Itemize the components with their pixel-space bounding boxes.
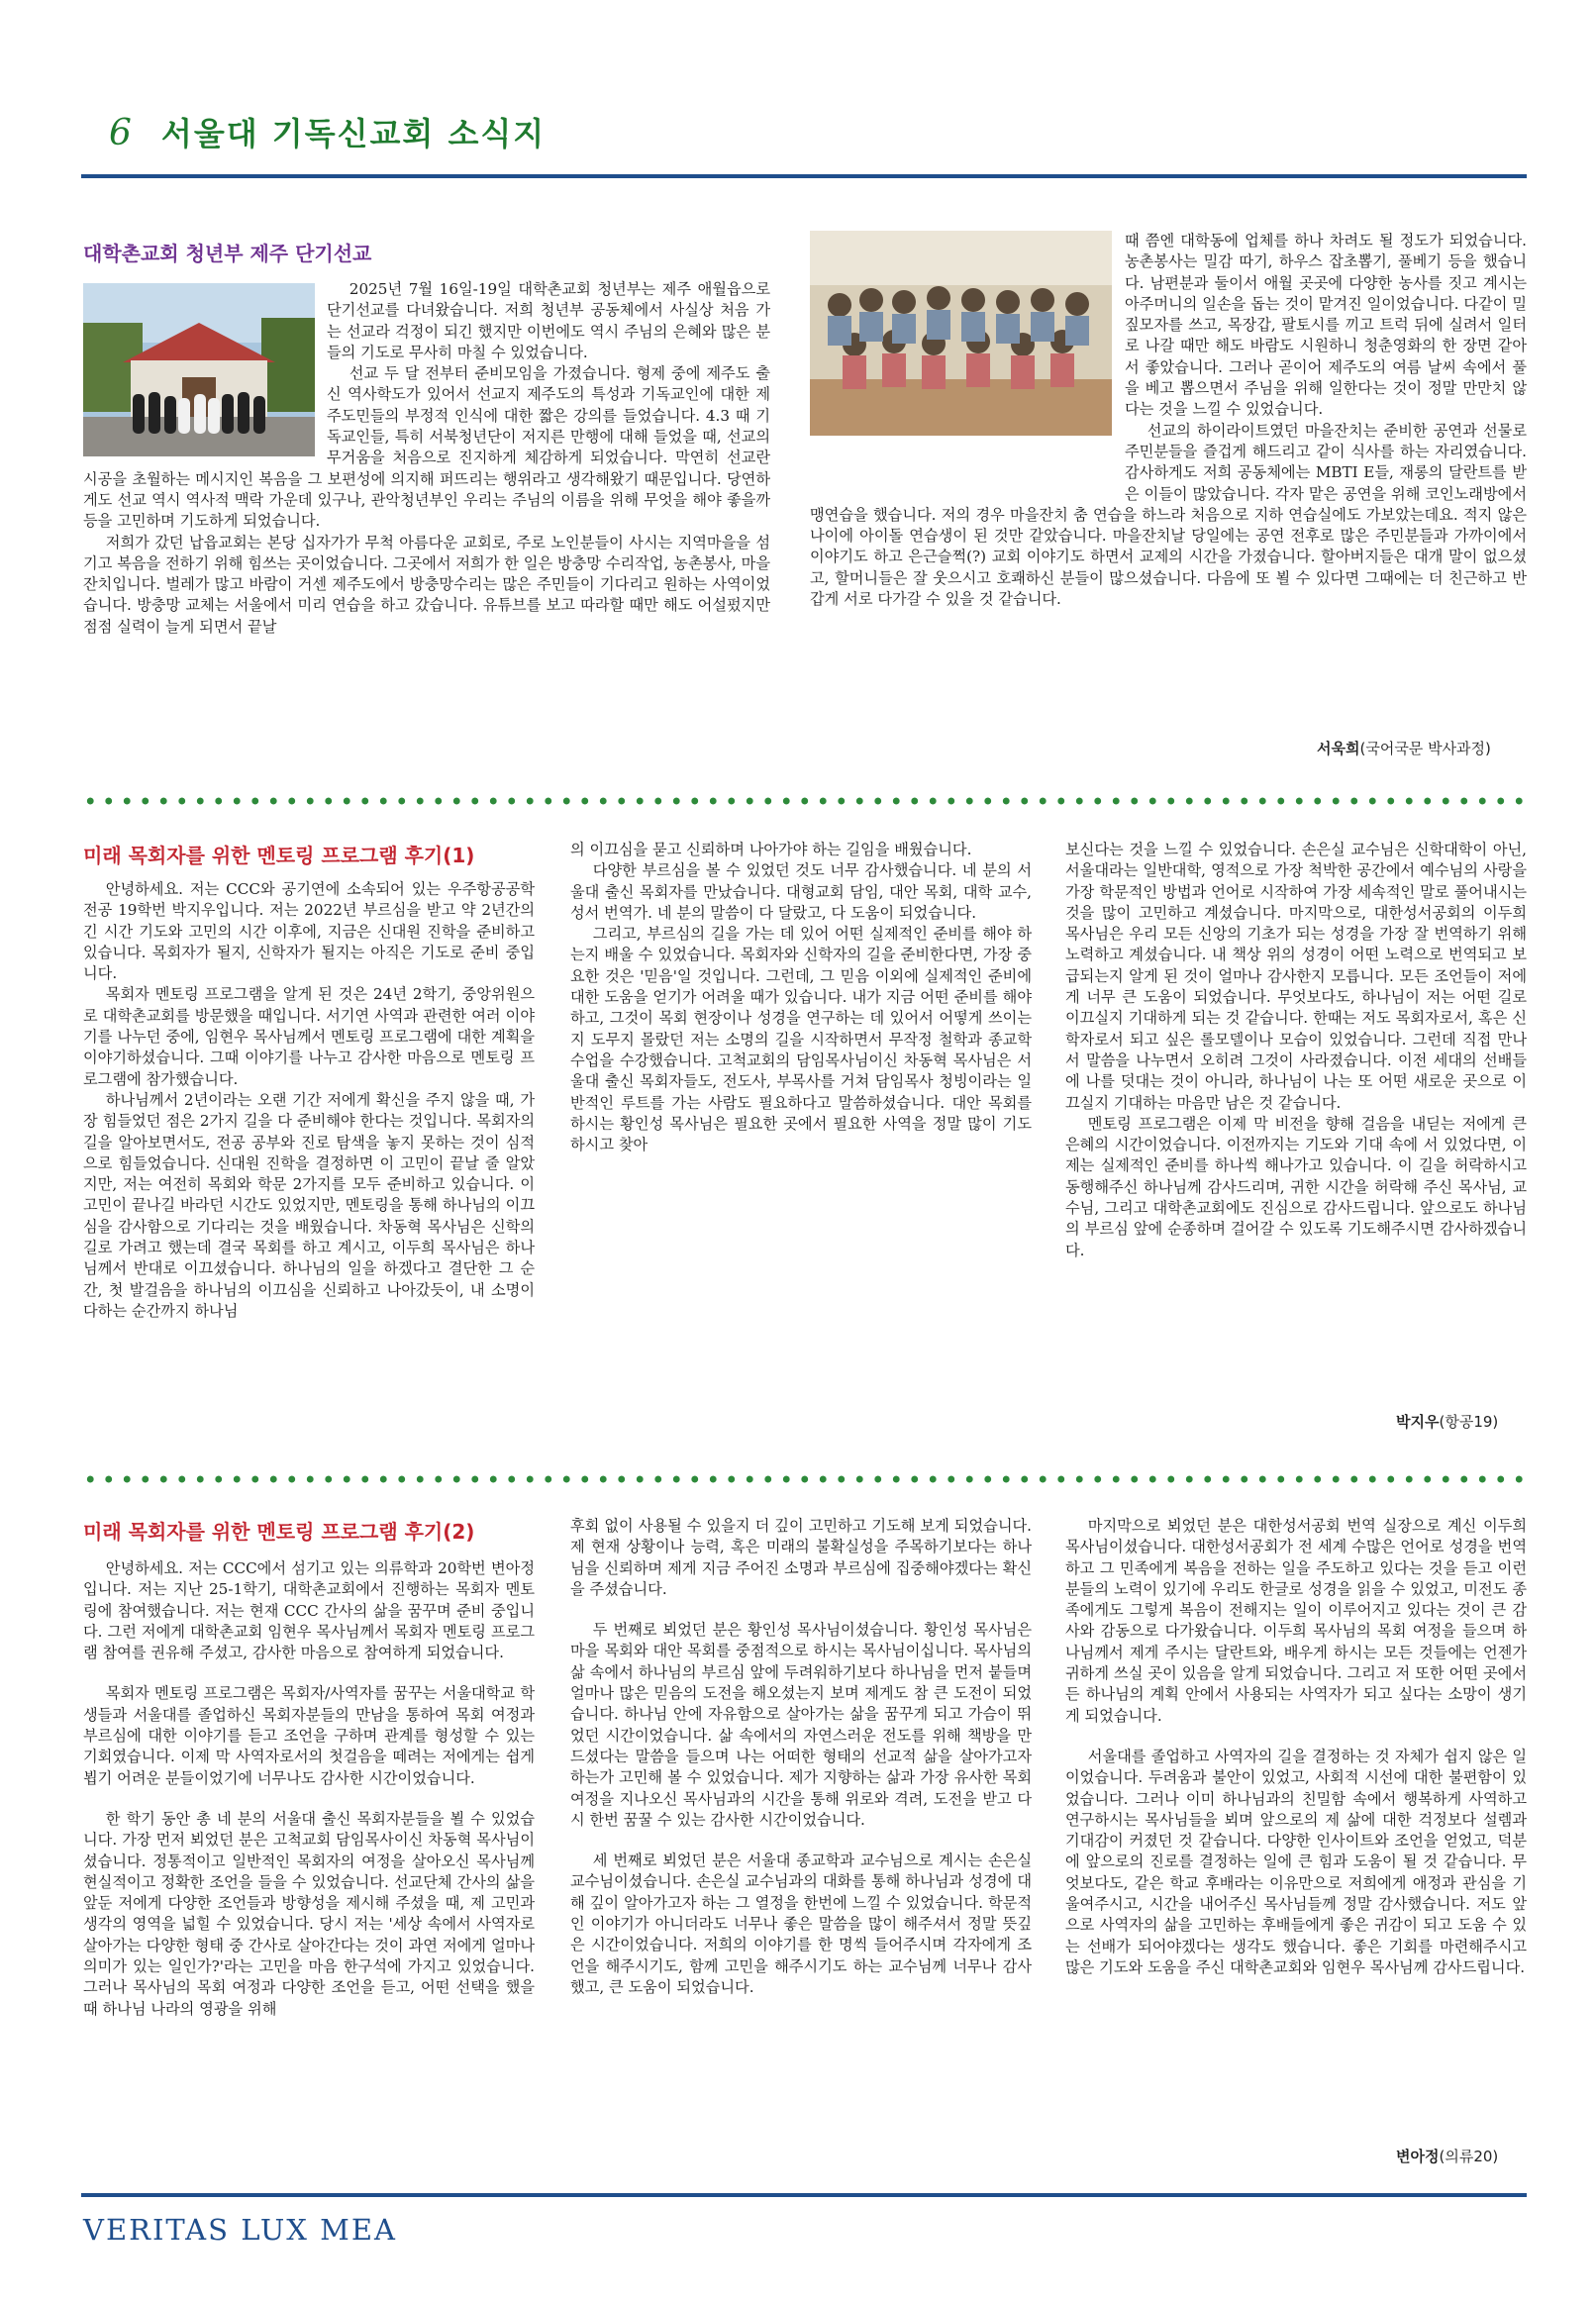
article1-author-affil: (국어국문 박사과정) [1359, 740, 1491, 757]
article3-column-1 [83, 1558, 535, 2020]
article2-paragraph: 멘토링 프로그램은 이제 막 비전을 향해 걸음을 내딛는 저에게 큰 은혜의 시간이었습니다. 이전까지는 기도와 기대 속에 서 있었다면, 이제는 실제적인 준비를 하나씩 해나가고 있습니다. 이 길을 허락하시고 동행해주신 하나님께 감사드리며, 귀한 시간을 허락해 주신 목사님, 교수님, 그리고 대학촌교회에도 진심으로 감사드립니다. 앞으로도 하나님의 부르심 앞에 순종하며 걸어갈 수 있도록 기도해주시면 감사하겠습니다. [1065, 1114, 1527, 1259]
header-rule [81, 174, 1527, 178]
article2-paragraph: 의 이끄심을 묻고 신뢰하며 나아가야 하는 길임을 배웠습니다. [570, 841, 972, 858]
section-divider [81, 797, 1527, 805]
article1-paragraph: 저희가 갔던 납읍교회는 본당 십자가가 무척 아름다운 교회로, 주로 노인분들이 사시는 지역마을을 섬기고 복음을 전하기 위해 힘쓰는 곳이었습니다. 그곳에서 저희가 한 일은 방충망 수리작업, 농촌봉사, 마을잔치입니다. 벌레가 많고 바람이 거센 제주도에서 방충망수리는 많은 주민들이 기다리고 원하는 사역이었습니다. 방충망 교체는 서울에서 미리 연습을 하고 갔습니다. 유튜브를 보고 따라할 때만 해도 어설펐지만 점점 실력이 늘게 되면서 끝날 [83, 533, 770, 636]
section-divider [81, 1475, 1527, 1483]
article2-paragraph: 보신다는 것을 느낄 수 있었습니다. 손은실 교수님은 신학대학이 아닌, 서울대라는 일반대학, 영적으로 가장 척박한 공간에서 예수님의 사랑을 가장 학문적인 방법과 언어로 시작하여 가장 세속적인 말로 풀어내시는 것을 많이 고민하고 계셨습니다. 마지막으로, 대한성서공회의 이두희 목사님은 우리 모든 신앙의 기초가 되는 성경을 가장 잘 번역하기 위해 노력하고 계셨습니다. 내 책상 위의 성경이 어떤 노력으로 번역되고 보급되는지 알게 된 것이 얼마나 감사한지 모릅니다. 모든 조언들이 저에게 너무 큰 도움이 되었습니다. 무엇보다도, 하나님이 저는 어떤 길로 이끄실지 기대하게 되는 것 같습니다. 한때는 저도 목회자로서, 혹은 신학자로서 되고 싶은 롤모델이나 모습이 있었습니다. 그런데 직접 만나서 말씀을 나누면서 오히려 그것이 사라졌습니다. 이전 세대의 선배들에 나를 덧대는 것이 아니라, 하나님이 나는 또 어떤 새로운 곳으로 이끄실지 기대하는 마음만 남은 것 같습니다. [1065, 841, 1527, 1112]
article3-paragraph: 목회자 멘토링 프로그램은 목회자/사역자를 꿈꾸는 서울대학교 학생들과 서울대를 졸업하신 목회자분들의 만남을 통하여 목회 여정과 부르심에 대한 이야기를 듣고 조언을 구하며 관계를 형성할 수 있는 기회였습니다. 이제 막 사역자로서의 첫걸음을 떼려는 저에게는 쉽게 뵙기 어려운 분들이었기에 너무나도 감사한 시간이었습니다. [83, 1684, 535, 1787]
article1-author-name: 서욱희 [1317, 740, 1360, 757]
article2-author-affil: (항공19) [1439, 1413, 1499, 1431]
article1-paragraph: 때 쯤엔 대학동에 업체를 하나 차려도 될 정도가 되었습니다. 농촌봉사는 밀감 따기, 하우스 잡초뽑기, 풀베기 등을 했습니다. 남편분과 둘이서 애월 곳곳에 다양한 농사를 짓고 계시는 아주머니의 일손을 돕는 것이 맡겨진 일이었습니다. 다같이 밀짚모자를 쓰고, 목장갑, 팔토시를 끼고 트럭 뒤에 실려서 일터로 나갈 때만 해도 바람도 시원하니 청춘영화의 한 장면 같아서 좋았습니다. 그러나 곧이어 제주도의 여름 날씨 속에서 풀을 베고 뽑으면서 주님을 위해 일한다는 것이 정말 만만치 않다는 것을 느낄 수 있었습니다. [1125, 232, 1527, 419]
article3-paragraph: 서울대를 졸업하고 사역자의 길을 결정하는 것 자체가 쉽지 않은 일이었습니다. 두려움과 불안이 있었고, 사회적 시선에 대한 불편함이 있었습니다. 그러나 이미 하나님과의 친밀함 속에서 행복하게 사역하고 연구하시는 목사님들을 뵈며 앞으로의 제 삶에 대한 걱정보다 설렘과 기대감이 커졌던 것 같습니다. 다양한 인사이트와 조언을 얻었고, 덕분에 앞으로의 진로를 결정하는 일에 큰 힘과 도움이 될 것 같습니다. 무엇보다도, 같은 학교 후배라는 이유만으로 저희에게 애정과 관심을 기울여주시고, 시간을 내어주신 목사님들께 정말 감사했습니다. 저도 앞으로 사역자의 삶을 고민하는 후배들에게 좋은 귀감이 되고 도움 수 있는 선배가 되어야겠다는 생각도 했습니다. 좋은 기회를 마련해주시고 많은 기도와 도움을 주신 대학촌교회와 임현우 목사님께 감사드립니다. [1065, 1747, 1527, 1976]
article1-right-column [810, 231, 1527, 610]
article2-byline [1396, 1411, 1498, 1432]
article3-author-affil: (의류20) [1439, 2148, 1499, 2165]
article2-paragraph: 목회자 멘토링 프로그램을 알게 된 것은 24년 2학기, 중앙위원으로 대학촌교회를 방문했을 때입니다. 서기연 사역과 관련한 여러 이야기를 나누던 중에, 임현우 목사님께서 멘토링 프로그램에 대한 계획을 이야기하셨습니다. 그때 이야기를 나누고 감사한 마음으로 멘토링 프로그램에 참가했습니다. [83, 985, 535, 1088]
page-header [109, 109, 546, 154]
article1-title: 대학촌교회 청년부 제주 단기선교 [83, 242, 372, 265]
article1-paragraph: 선교 두 달 전부터 준비모임을 가졌습니다. 형제 중에 제주도 출신 역사학도가 있어서 선교지 제주도의 특성과 기독교인에 대한 제주도민들의 부정적 인식에 대한 짧은 강의를 들었습니다. 4.3 때 기독교인들, 특히 서북청년단이 저지른 만행에 대해 들었을 때, 선교의 무거움을 처음으로 진지하게 체감하게 되었습니다. 막연히 선교란 시공을 초월하는 메시지인 복음을 그 보편성에 의지해 퍼뜨리는 행위라고 생각해왔기 때문입니다. 당연하게도 선교 역시 역사적 맥락 가운데 있구나, 관악청년부인 우리는 주님의 이름을 위해 무엇을 해야 좋을까 등을 고민하며 기도하게 되었습니다. [83, 364, 770, 531]
article2-column-1 [83, 879, 535, 1322]
article3-paragraph: 후회 없이 사용될 수 있을지 더 깊이 고민하고 기도해 보게 되었습니다. 제 현재 상황이나 능력, 혹은 미래의 불확실성을 주목하기보다는 하나님을 신뢰하며 제게 지금 주어진 소명과 부르심에 집중해야겠다는 확신을 주셨습니다. [570, 1517, 1032, 1598]
article3-paragraph: 마지막으로 뵈었던 분은 대한성서공회 번역 실장으로 계신 이두희 목사님이셨습니다. 대한성서공회가 전 세계 수많은 언어로 성경을 번역하고 그 민족에게 복음을 전하는 일을 주도하고 있다는 것을 듣고 이런 분들의 노력이 있기에 우리도 한글로 성경을 읽을 수 있었고, 미전도 종족에게도 그렇게 복음이 전해지는 일이 이루어지고 있다는 것이 큰 감사와 감동으로 다가왔습니다. 이두희 목사님의 목회 여정을 들으며 하나님께서 제게 주시는 달란트와, 배우게 하시는 모든 것들에는 언젠가 귀하게 쓰실 곳이 있음을 알게 되었습니다. 그리고 저 또한 어떤 곳에서든 하나님의 계획 안에서 사용되는 사역자가 되고 싶다는 소망이 생기게 되었습니다. [1065, 1517, 1527, 1725]
article2-paragraph: 다양한 부르심을 볼 수 있었던 것도 너무 감사했습니다. 네 분의 서울대 출신 목회자를 만났습니다. 대형교회 담임, 대안 목회, 대학 교수, 성서 번역가. 네 분의 말씀이 다 달랐고, 다 도움이 되었습니다. [570, 861, 1032, 922]
article3-title: 미래 목회자를 위한 멘토링 프로그램 후기(2) [83, 1520, 475, 1544]
article2-paragraph: 그리고, 부르심의 길을 가는 데 있어 어떤 실제적인 준비를 해야 하는지 배울 수 있었습니다. 목회자와 신학자의 길을 준비한다면, 가장 중요한 것은 '믿음'일 것입니다. 그런데, 그 믿음 이외에 실제적인 준비에 대한 도움을 얻기가 어려울 때가 있습니다. 내가 지금 어떤 준비를 해야 하고, 그것이 목회 현장이나 성경을 연구하는 데 있어서 어떻게 쓰이는지 도무지 몰랐던 저는 소명의 길을 시작하면서 무작정 철학과 종교학 수업을 수강했습니다. 고척교회의 담임목사님이신 차동혁 목사님은 서울대 출신 목회자들도, 전도사, 부목사를 거쳐 담임목사 청빙이라는 일반적인 루트를 가는 사람도 필요하다고 말씀하셨습니다. 대안 목회를 하시는 황인성 목사님은 필요한 곳에서 필요한 사역을 정말 많이 기도하시고 찾아 [570, 925, 1032, 1154]
article2-paragraph: 하나님께서 2년이라는 오랜 기간 저에게 확신을 주지 않을 때, 가장 힘들었던 점은 2가지 길을 다 준비해야 한다는 것입니다. 목회자의 길을 알아보면서도, 전공 공부와 진로 탐색을 놓지 못하는 것이 심적으로 힘들었습니다. 신대원 진학을 결정하면 이 고민이 끝날 줄 알았지만, 저는 여전히 목회와 학문 2가지를 모두 준비하고 있습니다. 이 고민이 끝나길 바라던 시간도 있었지만, 멘토링을 통해 하나님의 이끄심을 감사함으로 기다리는 것을 배웠습니다. 차동혁 목사님은 신학의 길로 가려고 했는데 결국 목회를 하고 계시고, 이두희 목사님은 하나님께서 반대로 이끄셨습니다. 하나님의 일을 하겠다고 결단한 그 순간, 첫 발걸음을 하나님의 이끄심을 신뢰하고 나아갔듯이, 내 소명이 다하는 순간까지 하나님 [83, 1090, 535, 1320]
footer-rule [81, 2193, 1527, 2197]
article3-byline [1396, 2146, 1498, 2166]
article3-column-3 [1065, 1516, 1527, 1978]
article2-title: 미래 목회자를 위한 멘토링 프로그램 후기(1) [83, 844, 475, 867]
article2-column-3 [1065, 840, 1527, 1261]
article1-left-column [83, 279, 770, 638]
article3-paragraph: 한 학기 동안 총 네 분의 서울대 출신 목회자분들을 뵐 수 있었습니다. 가장 먼저 뵈었던 분은 고척교회 담임목사이신 차동혁 목사님이셨습니다. 정통적이고 일반적인 목회자의 여정을 살아오신 목사님께 현실적이고 정확한 조언을 들을 수 있었습니다. 선교단체 간사의 삶을 앞둔 저에게 다양한 조언들과 방향성을 제시해 주셨을 때, 제 고민과 생각의 영역을 넓힐 수 있었습니다. 당시 저는 '세상 속에서 사역자로 살아가는 다양한 형태 중 간사로 살아간다는 것이 과연 저에게 얼마나 의미가 있는 일인가?'라는 고민을 마음 한구석에 가지고 있었습니다. 그러나 목사님의 목회 여정과 다양한 조언을 듣고, 어떤 선택을 했을 때 하나님 나라의 영광을 위해 [83, 1809, 535, 2018]
article3-paragraph: 두 번째로 뵈었던 분은 황인성 목사님이셨습니다. 황인성 목사님은 마을 목회와 대안 목회를 중점적으로 하시는 목사님이십니다. 목사님의 삶 속에서 하나님의 부르심 앞에 두려워하기보다 하나님을 먼저 붙들며 얼마나 많은 믿음의 도전을 해오셨는지 보며 제게도 참 큰 도전이 되었습니다. 하나님 안에 자유함으로 살아가는 삶을 꿈꾸게 되고 가슴이 뛰었던 시간이었습니다. 삶 속에서의 자연스러운 전도를 위해 책방을 만드셨다는 말씀을 들으며 나는 어떠한 형태의 선교적 삶을 살아가고자 하는가 고민해 볼 수 있었습니다. 제가 지향하는 삶과 가장 유사한 목회 여정을 지나오신 목사님과의 시간을 통해 위로와 격려, 도전을 받고 다시 한번 꿈꿀 수 있는 감사한 시간이었습니다. [570, 1621, 1032, 1829]
newsletter-title: 서울대 기독신교회 소식지 [160, 115, 547, 152]
article1-byline [1317, 738, 1491, 758]
article1-paragraph: 선교의 하이라이트였던 마을잔치는 준비한 공연과 선물로 주민분들을 즐겁게 해드리고 같이 식사를 하는 자리였습니다. 감사하게도 저희 공동체에는 MBTI E들, 재롱의 달란트를 받은 이들이 많았습니다. 각자 맡은 공연을 위해 코인노래방에서 맹연습을 했습니다. 저의 경우 마을잔치 춤 연습을 하느라 처음으로 지하 연습실에도 가보았는데요. 적지 않은 나이에 아이돌 연습생이 된 것만 같았습니다. 마을잔치날 당일에는 공연 전후로 많은 주민분들과 가까이에서 이야기도 하고 은근슬쩍(?) 교회 이야기도 하면서 교제의 시간을 가졌습니다. 할아버지들은 대개 말이 없으셨고, 할머니들은 잘 웃으시고 호쾌하신 분들이 많으셨습니다. 다음에 또 뵐 수 있다면 그때에는 더 친근하고 반갑게 서로 다가갈 수 있을 것 같습니다. [810, 421, 1527, 609]
article2-column-2 [570, 840, 1032, 1155]
article2-author-name: 박지우 [1396, 1413, 1440, 1431]
footer-motto: VERITAS LUX MEA [83, 2213, 397, 2247]
article3-paragraph: 안녕하세요. 저는 CCC에서 섬기고 있는 의류학과 20학번 변아정입니다. 저는 지난 25-1학기, 대학촌교회에서 진행하는 목회자 멘토링에 참여했습니다. 저는 현재 CCC 간사의 삶을 꿈꾸며 준비 중입니다. 그런 저에게 대학촌교회 임현우 목사님께서 목회자 멘토링 프로그램 참여를 권유해 주셨고, 감사한 마음으로 참여하게 되었습니다. [83, 1559, 535, 1662]
article1-paragraph: 2025년 7월 16일-19일 대학촌교회 청년부는 제주 애월읍으로 단기선교를 다녀왔습니다. 저희 청년부 공동체에서 사실상 처음 가는 선교라 걱정이 되긴 했지만 이번에도 역시 주님의 은혜와 많은 분들의 기도로 무사히 마칠 수 있었습니다. [327, 280, 770, 361]
page-number: 6 [109, 113, 134, 153]
article3-paragraph: 세 번째로 뵈었던 분은 서울대 종교학과 교수님으로 계시는 손은실 교수님이셨습니다. 손은실 교수님과의 대화를 통해 하나님과 성경에 대해 깊이 알아가고자 하는 그 열정을 한번에 느낄 수 있었습니다. 학문적인 이야기가 아니더라도 너무나 좋은 말씀을 많이 해주셔서 정말 뜻깊은 시간이었습니다. 저희의 이야기를 한 명씩 들어주시며 각자에게 조언을 해주시기도, 함께 고민을 해주시기도 하는 교수님께 너무나 감사했고, 큰 도움이 되었습니다. [570, 1852, 1032, 1996]
article3-column-2 [570, 1516, 1032, 1998]
article3-author-name: 변아정 [1396, 2148, 1440, 2165]
article2-paragraph: 안녕하세요. 저는 CCC와 공기연에 소속되어 있는 우주항공공학전공 19학번 박지우입니다. 저는 2022년 부르심을 받고 약 2년간의 긴 시간 기도와 고민의 시간 이후에, 지금은 신대원 진학을 준비하고 있습니다. 목회자가 될지, 신학자가 될지는 아직은 기도로 준비 중입니다. [83, 880, 535, 983]
